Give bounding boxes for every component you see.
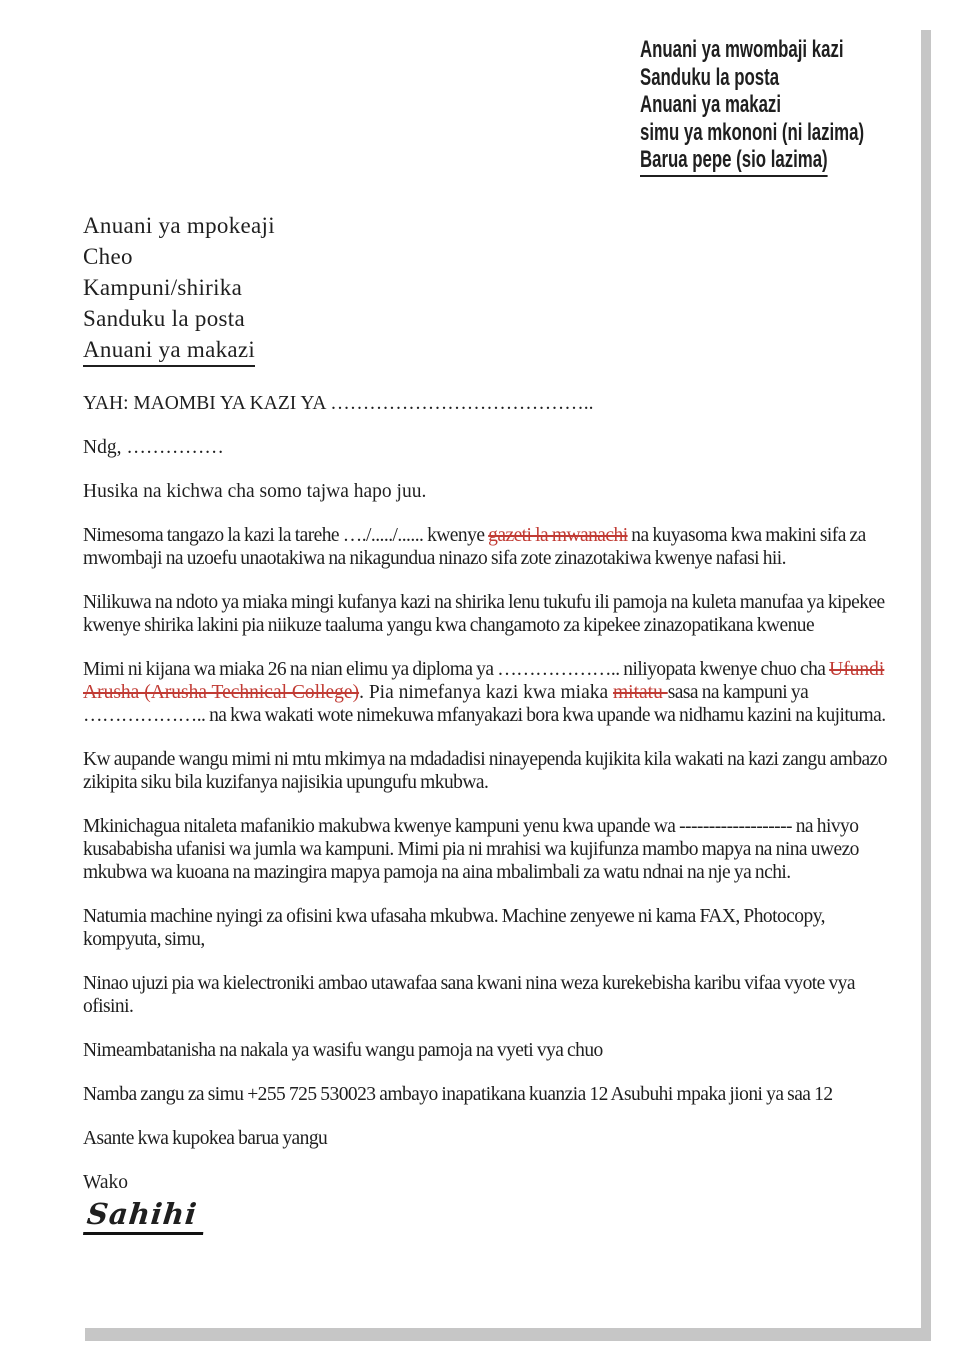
text-run: Ninao ujuzi pia wa kielectroniki ambao utawafaa sana kwani nina weza kurekebisha karibu vifaa vyote vya ofisini. bbox=[83, 973, 855, 1017]
sender-line-residence: Anuani ya makazi bbox=[640, 91, 781, 118]
paragraph-thanks bbox=[83, 1127, 905, 1150]
recipient-line-name: Anuani ya mpokeaji bbox=[83, 213, 275, 238]
paragraph-phone bbox=[83, 1083, 905, 1106]
sender-line-phone: simu ya mkononi (ni lazima) bbox=[640, 118, 865, 146]
paragraph-personality bbox=[83, 748, 905, 794]
paragraph-education-experience bbox=[83, 658, 905, 727]
signature-script: Sahihi bbox=[83, 1198, 207, 1235]
text-run: Kw aupande wangu mimi ni mtu mkimya na mdadadisi ninayependa kujikita kila wakati na kazi zangu ambazo zikipita siku bila kuzifanya najisikia upungufu mkubwa. bbox=[83, 749, 887, 793]
recipient-line-po-box: Sanduku la posta bbox=[83, 306, 245, 331]
text-run: Nilikuwa na ndoto ya miaka mingi kufanya kazi na shirika lenu tukufu ili pamoja na kuleta manufaa ya kipekee kwenye shirika lakini pia niikuze taaluma yangu kwa changamoto za kipekee zinazopatikana kwenue bbox=[83, 592, 885, 636]
text-run: . Pia nimefanya kazi kwa miaka bbox=[359, 682, 614, 703]
text-run: sasa na kampuni ya ……………….. na kwa wakati wote nimekuwa mfanyakazi bora kwa upande wa nidhamu kazini na kujituma. bbox=[83, 682, 886, 726]
struck-out-text-run: mitatu bbox=[613, 682, 668, 703]
recipient-line-title: Cheo bbox=[83, 244, 133, 269]
paragraph-electronics-skill bbox=[83, 972, 905, 1018]
subject-line bbox=[83, 392, 905, 415]
letter-paragraphs bbox=[83, 392, 905, 1150]
page-shadow-bottom bbox=[85, 1328, 931, 1341]
text-run: na kuyasoma kwa makini sifa za mwombaji na uzoefu unaotakiwa na nikagundua ninazo sifa zote zinazotakiwa kwenye nafasi hii. bbox=[83, 525, 866, 569]
paragraph-office-machines bbox=[83, 905, 905, 951]
text-run: YAH: MAOMBI YA KAZI YA ………………………………….. bbox=[83, 393, 594, 414]
recipient-line-residence: Anuani ya makazi bbox=[83, 334, 255, 367]
letter-body bbox=[83, 392, 905, 1235]
struck-out-text-run: gazeti la mwanachi bbox=[488, 525, 628, 546]
text-run: Nimesoma tangazo la kazi la tarehe …./...../...... kwenye bbox=[83, 525, 489, 546]
recipient-address-block bbox=[83, 210, 275, 367]
paragraph-dream bbox=[83, 591, 905, 637]
paragraph-value-promise bbox=[83, 815, 905, 884]
text-run: Natumia machine nyingi za ofisini kwa ufasaha mkubwa. Machine zenyewe ni kama FAX, Photocopy, kompyuta, simu, bbox=[83, 906, 825, 950]
text-run: Asante kwa kupokea barua yangu bbox=[83, 1128, 328, 1149]
sender-line-applicant-address: Anuani ya mwombaji kazi bbox=[640, 36, 844, 63]
text-run: Nimeambatanisha na nakala ya wasifu wangu pamoja na vyeti vya chuo bbox=[83, 1040, 603, 1061]
text-run: Mimi ni kijana wa miaka 26 na nian elimu ya diploma ya ……………….. niliyopata kwenye chuo cha bbox=[83, 659, 830, 680]
page-shadow-right bbox=[921, 30, 931, 1341]
recipient-line-company: Kampuni/shirika bbox=[83, 275, 243, 300]
salutation-line bbox=[83, 436, 905, 459]
sender-address-block bbox=[640, 36, 864, 177]
reference-line bbox=[83, 480, 905, 503]
paragraph-advert-source bbox=[83, 524, 905, 570]
closing-word: Wako bbox=[83, 1172, 128, 1193]
text-run: Ndg, …………… bbox=[83, 437, 224, 458]
struck-out-text-run: Ufundi Arusha (Arusha Technical College) bbox=[83, 659, 885, 703]
text-run: Husika na kichwa cha somo tajwa hapo juu. bbox=[83, 481, 427, 502]
signature-block bbox=[83, 1198, 905, 1235]
sender-line-po-box: Sanduku la posta bbox=[640, 63, 780, 91]
sender-line-email: Barua pepe (sio lazima) bbox=[640, 146, 828, 177]
text-run: Mkinichagua nitaleta mafanikio makubwa kwenye kampuni yenu kwa upande wa ------------------- na hivyo kusababisha ufanisi wa jumla wa kampuni. Mimi pia ni mrahisi wa kujifunza mambo mapya na nina uwezo mkubwa wa kuoana na mazingira mapya pamoja na aina mbalimbali za watu ndnai na nje ya nchi. bbox=[83, 816, 859, 883]
text-run: Namba zangu za simu +255 725 530023 ambayo inapatikana kuanzia 12 Asubuhi mpaka jioni ya saa 12 bbox=[83, 1084, 833, 1105]
paragraph-attachments bbox=[83, 1039, 905, 1062]
